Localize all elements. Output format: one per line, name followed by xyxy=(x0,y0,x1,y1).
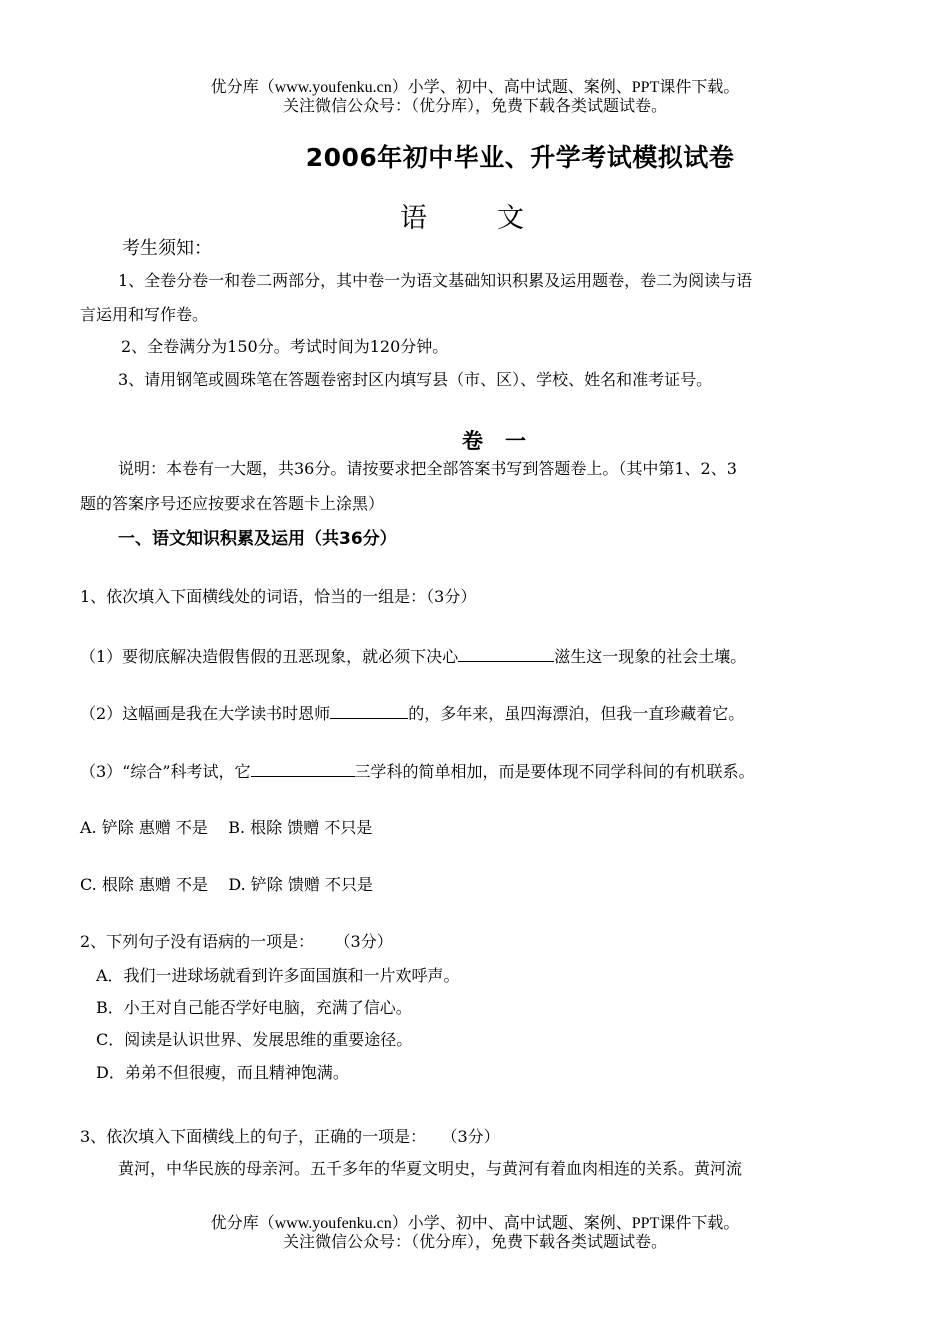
notice-heading: 考生须知： xyxy=(122,238,212,259)
subject-title: 语文 xyxy=(400,203,594,234)
question-3-text: 黄河，中华民族的母亲河。五千多年的华夏文明史，与黄河有着血肉相连的关系。黄河流 xyxy=(118,1159,743,1178)
notice-item-3: 3、请用钢笔或圆珠笔在答题卷密封区内填写县（市、区）、学校、姓名和准考证号。 xyxy=(118,370,713,389)
question-1-sentence-2 xyxy=(80,702,744,725)
question-1-options-ab: A. 铲除 惠赠 不是 B. 根除 馈赠 不只是 xyxy=(80,818,373,837)
sentence-1-after: 滋生这一现象的社会土壤。 xyxy=(554,647,747,666)
question-2-option-a: A．我们一进球场就看到许多面国旗和一片欢呼声。 xyxy=(96,966,460,985)
volume-1-desc-b: 题的答案序号还应按要求在答题卡上涂黑） xyxy=(80,494,385,513)
footer-line-1: 优分库（www.youfenku.cn）小学、初中、高中试题、案例、PPT课件下载。 xyxy=(210,1215,740,1232)
volume-1-heading: 卷一 xyxy=(462,429,548,453)
question-2-option-d: D．弟弟不但很瘦，而且精神饱满。 xyxy=(96,1063,349,1082)
section-1-heading: 一、语文知识积累及运用（共36分） xyxy=(118,529,397,549)
page-header xyxy=(0,78,950,116)
question-1-stem: 1、依次填入下面横线处的词语，恰当的一组是：（3分） xyxy=(80,587,477,606)
exam-title: 2006年初中毕业、升学考试模拟试卷 xyxy=(305,143,735,172)
notice-item-1a: 1、全卷分卷一和卷二两部分，其中卷一为语文基础知识积累及运用题卷，卷二为阅读与语 xyxy=(118,271,753,290)
sentence-2-after: 的，多年来，虽四海漂泊，但我一直珍藏着它。 xyxy=(408,704,745,723)
header-line-2: 关注微信公众号：（优分库），免费下载各类试题试卷。 xyxy=(282,98,667,115)
answer-blank-2 xyxy=(330,702,408,719)
footer-line-2: 关注微信公众号：（优分库），免费下载各类试题试卷。 xyxy=(282,1234,667,1251)
header-line-1: 优分库（www.youfenku.cn）小学、初中、高中试题、案例、PPT课件下载。 xyxy=(210,79,740,96)
sentence-2-before: （2）这幅画是我在大学读书时恩师 xyxy=(80,704,331,723)
notice-item-2: 2、全卷满分为150分。考试时间为120分钟。 xyxy=(121,337,449,356)
sentence-1-before: （1）要彻底解决造假售假的丑恶现象，就必须下决心 xyxy=(80,647,459,666)
sentence-3-before: （3）“综合”科考试，它 xyxy=(80,762,251,781)
question-3-stem: 3、依次填入下面横线上的句子，正确的一项是： （3分） xyxy=(80,1127,500,1146)
page-footer xyxy=(0,1214,950,1252)
question-2-stem: 2、下列句子没有语病的一项是： （3分） xyxy=(80,932,393,951)
sentence-3-after: 三学科的简单相加，而是要体现不同学科间的有机联系。 xyxy=(354,762,755,781)
answer-blank-3 xyxy=(251,760,355,777)
answer-blank-1 xyxy=(458,645,554,662)
question-2-option-b: B．小王对自己能否学好电脑，充满了信心。 xyxy=(96,998,412,1017)
notice-item-1b: 言运用和写作卷。 xyxy=(80,305,209,324)
question-1-sentence-1 xyxy=(80,645,746,668)
question-2-option-c: C．阅读是认识世界、发展思维的重要途径。 xyxy=(96,1030,413,1049)
question-1-options-cd: C. 根除 惠赠 不是 D. 铲除 馈赠 不只是 xyxy=(80,875,373,894)
volume-1-desc-a: 说明：本卷有一大题，共36分。请按要求把全部答案书写到答题卷上。（其中第1、2、3 xyxy=(118,459,737,478)
question-1-sentence-3 xyxy=(80,760,755,783)
